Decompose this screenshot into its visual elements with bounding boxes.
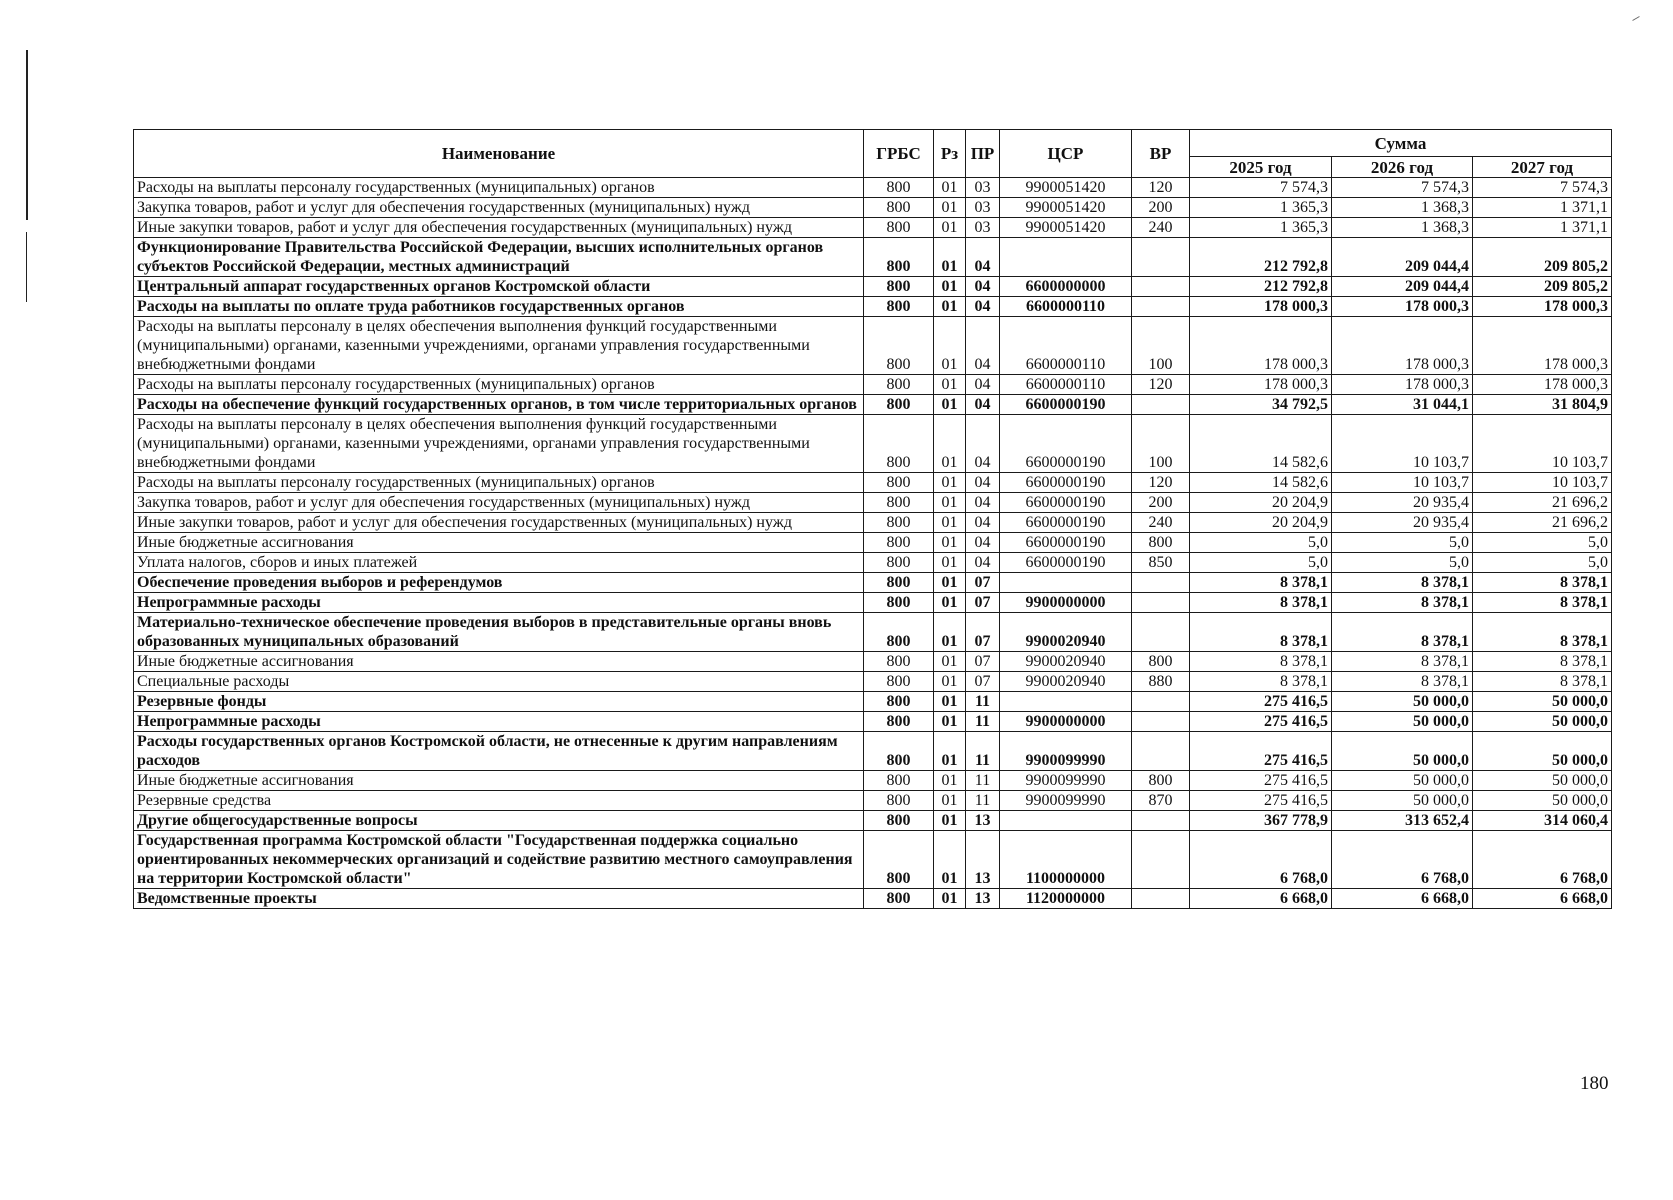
cell-pr: 07 bbox=[966, 613, 1000, 652]
cell-name: Ведомственные проекты bbox=[134, 889, 864, 909]
cell-name: Закупка товаров, работ и услуг для обеспечения государственных (муниципальных) нужд bbox=[134, 493, 864, 513]
cell-2027: 209 805,2 bbox=[1473, 238, 1612, 277]
cell-2026: 313 652,4 bbox=[1332, 811, 1473, 831]
table-row bbox=[134, 889, 1612, 909]
cell-rz: 01 bbox=[934, 473, 966, 493]
cell-2025: 5,0 bbox=[1190, 533, 1332, 553]
table-row bbox=[134, 771, 1612, 791]
cell-pr: 04 bbox=[966, 533, 1000, 553]
cell-2025: 7 574,3 bbox=[1190, 178, 1332, 198]
cell-vr bbox=[1132, 889, 1190, 909]
cell-name: Другие общегосударственные вопросы bbox=[134, 811, 864, 831]
cell-2025: 178 000,3 bbox=[1190, 375, 1332, 395]
cell-2026: 50 000,0 bbox=[1332, 692, 1473, 712]
cell-2026: 50 000,0 bbox=[1332, 712, 1473, 732]
cell-csr: 9900099990 bbox=[1000, 732, 1132, 771]
table-row bbox=[134, 672, 1612, 692]
cell-name: Иные закупки товаров, работ и услуг для обеспечения государственных (муниципальных) нужд bbox=[134, 218, 864, 238]
cell-csr bbox=[1000, 573, 1132, 593]
cell-csr: 9900051420 bbox=[1000, 178, 1132, 198]
table-row bbox=[134, 297, 1612, 317]
cell-2025: 212 792,8 bbox=[1190, 277, 1332, 297]
table-row bbox=[134, 811, 1612, 831]
cell-2027: 8 378,1 bbox=[1473, 652, 1612, 672]
cell-rz: 01 bbox=[934, 652, 966, 672]
table-row bbox=[134, 573, 1612, 593]
cell-grbs: 800 bbox=[864, 317, 934, 375]
cell-2025: 8 378,1 bbox=[1190, 593, 1332, 613]
cell-grbs: 800 bbox=[864, 473, 934, 493]
cell-vr: 800 bbox=[1132, 533, 1190, 553]
cell-pr: 11 bbox=[966, 791, 1000, 811]
cell-pr: 13 bbox=[966, 831, 1000, 889]
cell-2027: 10 103,7 bbox=[1473, 473, 1612, 493]
cell-2027: 209 805,2 bbox=[1473, 277, 1612, 297]
cell-2026: 1 368,3 bbox=[1332, 198, 1473, 218]
cell-2026: 31 044,1 bbox=[1332, 395, 1473, 415]
cell-name: Иные бюджетные ассигнования bbox=[134, 533, 864, 553]
cell-2027: 31 804,9 bbox=[1473, 395, 1612, 415]
cell-grbs: 800 bbox=[864, 831, 934, 889]
cell-rz: 01 bbox=[934, 395, 966, 415]
cell-2027: 1 371,1 bbox=[1473, 198, 1612, 218]
cell-grbs: 800 bbox=[864, 513, 934, 533]
cell-csr: 1120000000 bbox=[1000, 889, 1132, 909]
cell-vr bbox=[1132, 732, 1190, 771]
cell-csr: 6600000190 bbox=[1000, 533, 1132, 553]
cell-vr bbox=[1132, 593, 1190, 613]
cell-2027: 21 696,2 bbox=[1473, 493, 1612, 513]
cell-name: Резервные фонды bbox=[134, 692, 864, 712]
table-row bbox=[134, 553, 1612, 573]
header-sum: Сумма bbox=[1190, 130, 1612, 157]
cell-pr: 11 bbox=[966, 712, 1000, 732]
cell-pr: 04 bbox=[966, 513, 1000, 533]
cell-vr: 100 bbox=[1132, 415, 1190, 473]
cell-pr: 11 bbox=[966, 692, 1000, 712]
page-number: 180 bbox=[1580, 1073, 1609, 1094]
cell-2026: 7 574,3 bbox=[1332, 178, 1473, 198]
cell-pr: 04 bbox=[966, 553, 1000, 573]
table-row bbox=[134, 415, 1612, 473]
cell-grbs: 800 bbox=[864, 375, 934, 395]
table-row bbox=[134, 831, 1612, 889]
cell-rz: 01 bbox=[934, 218, 966, 238]
cell-pr: 03 bbox=[966, 198, 1000, 218]
cell-grbs: 800 bbox=[864, 218, 934, 238]
cell-2025: 275 416,5 bbox=[1190, 732, 1332, 771]
cell-vr bbox=[1132, 811, 1190, 831]
cell-2025: 1 365,3 bbox=[1190, 218, 1332, 238]
cell-grbs: 800 bbox=[864, 553, 934, 573]
cell-2025: 6 768,0 bbox=[1190, 831, 1332, 889]
cell-2026: 8 378,1 bbox=[1332, 652, 1473, 672]
cell-pr: 04 bbox=[966, 317, 1000, 375]
header-vr: ВР bbox=[1132, 130, 1190, 178]
cell-2025: 8 378,1 bbox=[1190, 672, 1332, 692]
cell-csr: 6600000110 bbox=[1000, 375, 1132, 395]
cell-2025: 178 000,3 bbox=[1190, 297, 1332, 317]
cell-name: Непрограммные расходы bbox=[134, 712, 864, 732]
cell-pr: 13 bbox=[966, 889, 1000, 909]
cell-2027: 8 378,1 bbox=[1473, 593, 1612, 613]
cell-2026: 8 378,1 bbox=[1332, 613, 1473, 652]
cell-pr: 04 bbox=[966, 395, 1000, 415]
cell-2026: 209 044,4 bbox=[1332, 277, 1473, 297]
cell-name: Расходы на выплаты персоналу государственных (муниципальных) органов bbox=[134, 178, 864, 198]
cell-2025: 367 778,9 bbox=[1190, 811, 1332, 831]
table-row bbox=[134, 791, 1612, 811]
cell-2026: 20 935,4 bbox=[1332, 513, 1473, 533]
cell-name: Расходы на выплаты персоналу государственных (муниципальных) органов bbox=[134, 375, 864, 395]
table-row bbox=[134, 652, 1612, 672]
cell-2025: 14 582,6 bbox=[1190, 415, 1332, 473]
header-rz: Рз bbox=[934, 130, 966, 178]
cell-rz: 01 bbox=[934, 493, 966, 513]
cell-2026: 8 378,1 bbox=[1332, 672, 1473, 692]
cell-pr: 07 bbox=[966, 573, 1000, 593]
cell-rz: 01 bbox=[934, 831, 966, 889]
cell-pr: 04 bbox=[966, 277, 1000, 297]
cell-2027: 21 696,2 bbox=[1473, 513, 1612, 533]
cell-rz: 01 bbox=[934, 375, 966, 395]
cell-grbs: 800 bbox=[864, 771, 934, 791]
cell-name: Уплата налогов, сборов и иных платежей bbox=[134, 553, 864, 573]
header-grbs: ГРБС bbox=[864, 130, 934, 178]
cell-2026: 10 103,7 bbox=[1332, 415, 1473, 473]
table-row bbox=[134, 317, 1612, 375]
cell-grbs: 800 bbox=[864, 672, 934, 692]
cell-grbs: 800 bbox=[864, 573, 934, 593]
table-row bbox=[134, 712, 1612, 732]
cell-2025: 14 582,6 bbox=[1190, 473, 1332, 493]
table-row bbox=[134, 198, 1612, 218]
cell-pr: 03 bbox=[966, 178, 1000, 198]
cell-vr: 800 bbox=[1132, 652, 1190, 672]
cell-2026: 5,0 bbox=[1332, 553, 1473, 573]
cell-csr: 6600000190 bbox=[1000, 513, 1132, 533]
cell-2027: 50 000,0 bbox=[1473, 732, 1612, 771]
cell-name: Центральный аппарат государственных органов Костромской области bbox=[134, 277, 864, 297]
scan-margin-line bbox=[26, 232, 27, 302]
cell-2026: 6 668,0 bbox=[1332, 889, 1473, 909]
cell-rz: 01 bbox=[934, 415, 966, 473]
cell-2026: 8 378,1 bbox=[1332, 573, 1473, 593]
cell-pr: 04 bbox=[966, 473, 1000, 493]
cell-name: Расходы на выплаты по оплате труда работников государственных органов bbox=[134, 297, 864, 317]
cell-vr bbox=[1132, 395, 1190, 415]
cell-name: Функционирование Правительства Российской Федерации, высших исполнительных органов субъектов Российской Федерации, местных администраций bbox=[134, 238, 864, 277]
cell-grbs: 800 bbox=[864, 238, 934, 277]
cell-name: Расходы государственных органов Костромской области, не отнесенные к другим направлениям расходов bbox=[134, 732, 864, 771]
cell-csr: 9900020940 bbox=[1000, 613, 1132, 652]
cell-rz: 01 bbox=[934, 613, 966, 652]
header-csr: ЦСР bbox=[1000, 130, 1132, 178]
cell-rz: 01 bbox=[934, 771, 966, 791]
cell-2026: 10 103,7 bbox=[1332, 473, 1473, 493]
cell-grbs: 800 bbox=[864, 613, 934, 652]
cell-vr: 880 bbox=[1132, 672, 1190, 692]
cell-rz: 01 bbox=[934, 317, 966, 375]
cell-pr: 04 bbox=[966, 375, 1000, 395]
cell-2025: 5,0 bbox=[1190, 553, 1332, 573]
cell-2027: 314 060,4 bbox=[1473, 811, 1612, 831]
cell-grbs: 800 bbox=[864, 395, 934, 415]
table-row bbox=[134, 277, 1612, 297]
cell-grbs: 800 bbox=[864, 692, 934, 712]
cell-pr: 07 bbox=[966, 672, 1000, 692]
cell-2027: 6 668,0 bbox=[1473, 889, 1612, 909]
table-row bbox=[134, 493, 1612, 513]
cell-vr: 800 bbox=[1132, 771, 1190, 791]
cell-grbs: 800 bbox=[864, 732, 934, 771]
cell-2027: 5,0 bbox=[1473, 553, 1612, 573]
table-row bbox=[134, 732, 1612, 771]
table-row bbox=[134, 238, 1612, 277]
cell-csr: 9900051420 bbox=[1000, 218, 1132, 238]
cell-2026: 178 000,3 bbox=[1332, 375, 1473, 395]
cell-vr: 120 bbox=[1132, 473, 1190, 493]
cell-rz: 01 bbox=[934, 178, 966, 198]
cell-2025: 275 416,5 bbox=[1190, 712, 1332, 732]
cell-rz: 01 bbox=[934, 513, 966, 533]
cell-rz: 01 bbox=[934, 732, 966, 771]
cell-vr: 200 bbox=[1132, 198, 1190, 218]
cell-csr bbox=[1000, 692, 1132, 712]
table-row bbox=[134, 395, 1612, 415]
cell-rz: 01 bbox=[934, 712, 966, 732]
cell-vr: 200 bbox=[1132, 493, 1190, 513]
cell-vr bbox=[1132, 613, 1190, 652]
cell-2025: 212 792,8 bbox=[1190, 238, 1332, 277]
cell-name: Расходы на выплаты персоналу государственных (муниципальных) органов bbox=[134, 473, 864, 493]
cell-csr: 6600000000 bbox=[1000, 277, 1132, 297]
cell-name: Расходы на выплаты персоналу в целях обеспечения выполнения функций государственными (муниципальными) органами, казенными учреждениями, органами управления государственными внебюджетными фондами bbox=[134, 317, 864, 375]
cell-rz: 01 bbox=[934, 889, 966, 909]
table-row bbox=[134, 692, 1612, 712]
cell-grbs: 800 bbox=[864, 791, 934, 811]
cell-csr: 9900020940 bbox=[1000, 652, 1132, 672]
cell-2025: 34 792,5 bbox=[1190, 395, 1332, 415]
cell-name: Государственная программа Костромской области "Государственная поддержка социально ориентированных некоммерческих организаций и содействие развитию местного самоуправления на территории Костромской области" bbox=[134, 831, 864, 889]
cell-grbs: 800 bbox=[864, 415, 934, 473]
cell-2026: 1 368,3 bbox=[1332, 218, 1473, 238]
cell-pr: 04 bbox=[966, 493, 1000, 513]
cell-rz: 01 bbox=[934, 238, 966, 277]
cell-vr: 100 bbox=[1132, 317, 1190, 375]
cell-2027: 8 378,1 bbox=[1473, 672, 1612, 692]
cell-2025: 8 378,1 bbox=[1190, 652, 1332, 672]
cell-rz: 01 bbox=[934, 573, 966, 593]
table-row bbox=[134, 513, 1612, 533]
cell-2025: 8 378,1 bbox=[1190, 613, 1332, 652]
cell-pr: 04 bbox=[966, 238, 1000, 277]
header-year-2025: 2025 год bbox=[1190, 157, 1332, 178]
cell-pr: 04 bbox=[966, 297, 1000, 317]
cell-grbs: 800 bbox=[864, 593, 934, 613]
cell-2026: 8 378,1 bbox=[1332, 593, 1473, 613]
table-row bbox=[134, 178, 1612, 198]
cell-grbs: 800 bbox=[864, 297, 934, 317]
cell-2026: 50 000,0 bbox=[1332, 732, 1473, 771]
cell-csr bbox=[1000, 238, 1132, 277]
cell-csr: 6600000190 bbox=[1000, 493, 1132, 513]
cell-grbs: 800 bbox=[864, 652, 934, 672]
cell-2027: 178 000,3 bbox=[1473, 375, 1612, 395]
cell-csr: 9900000000 bbox=[1000, 593, 1132, 613]
cell-vr bbox=[1132, 831, 1190, 889]
cell-name: Иные бюджетные ассигнования bbox=[134, 652, 864, 672]
cell-vr: 120 bbox=[1132, 375, 1190, 395]
header-name: Наименование bbox=[134, 130, 864, 178]
cell-csr: 9900051420 bbox=[1000, 198, 1132, 218]
cell-csr: 9900000000 bbox=[1000, 712, 1132, 732]
cell-2027: 178 000,3 bbox=[1473, 297, 1612, 317]
cell-2026: 50 000,0 bbox=[1332, 791, 1473, 811]
budget-table bbox=[133, 129, 1612, 909]
cell-2025: 8 378,1 bbox=[1190, 573, 1332, 593]
cell-csr: 6600000190 bbox=[1000, 553, 1132, 573]
cell-name: Иные бюджетные ассигнования bbox=[134, 771, 864, 791]
cell-csr: 6600000190 bbox=[1000, 395, 1132, 415]
cell-csr: 6600000110 bbox=[1000, 317, 1132, 375]
cell-vr: 240 bbox=[1132, 513, 1190, 533]
scan-corner-mark bbox=[1632, 16, 1639, 21]
cell-name: Закупка товаров, работ и услуг для обеспечения государственных (муниципальных) нужд bbox=[134, 198, 864, 218]
cell-name: Иные закупки товаров, работ и услуг для обеспечения государственных (муниципальных) нужд bbox=[134, 513, 864, 533]
cell-pr: 13 bbox=[966, 811, 1000, 831]
cell-rz: 01 bbox=[934, 297, 966, 317]
table-row bbox=[134, 473, 1612, 493]
cell-2025: 20 204,9 bbox=[1190, 493, 1332, 513]
cell-2027: 7 574,3 bbox=[1473, 178, 1612, 198]
cell-rz: 01 bbox=[934, 198, 966, 218]
cell-rz: 01 bbox=[934, 692, 966, 712]
cell-rz: 01 bbox=[934, 533, 966, 553]
cell-csr: 6600000110 bbox=[1000, 297, 1132, 317]
header-year-2026: 2026 год bbox=[1332, 157, 1473, 178]
cell-2025: 178 000,3 bbox=[1190, 317, 1332, 375]
cell-csr: 9900020940 bbox=[1000, 672, 1132, 692]
cell-csr: 9900099990 bbox=[1000, 791, 1132, 811]
cell-2026: 178 000,3 bbox=[1332, 317, 1473, 375]
cell-name: Специальные расходы bbox=[134, 672, 864, 692]
table-row bbox=[134, 375, 1612, 395]
cell-csr: 6600000190 bbox=[1000, 473, 1132, 493]
cell-2025: 1 365,3 bbox=[1190, 198, 1332, 218]
table-row bbox=[134, 533, 1612, 553]
cell-grbs: 800 bbox=[864, 178, 934, 198]
cell-pr: 07 bbox=[966, 652, 1000, 672]
cell-grbs: 800 bbox=[864, 712, 934, 732]
cell-name: Расходы на обеспечение функций государственных органов, в том числе территориальных органов bbox=[134, 395, 864, 415]
cell-vr bbox=[1132, 573, 1190, 593]
cell-2025: 275 416,5 bbox=[1190, 771, 1332, 791]
cell-grbs: 800 bbox=[864, 493, 934, 513]
header-pr: ПР bbox=[966, 130, 1000, 178]
header-year-2027: 2027 год bbox=[1473, 157, 1612, 178]
cell-rz: 01 bbox=[934, 672, 966, 692]
cell-2027: 50 000,0 bbox=[1473, 771, 1612, 791]
table-row bbox=[134, 218, 1612, 238]
cell-pr: 11 bbox=[966, 732, 1000, 771]
cell-2026: 209 044,4 bbox=[1332, 238, 1473, 277]
cell-pr: 03 bbox=[966, 218, 1000, 238]
cell-name: Материально-техническое обеспечение проведения выборов в представительные органы вновь образованных муниципальных образований bbox=[134, 613, 864, 652]
cell-name: Обеспечение проведения выборов и референдумов bbox=[134, 573, 864, 593]
scan-margin-line bbox=[26, 50, 28, 220]
cell-2026: 6 768,0 bbox=[1332, 831, 1473, 889]
cell-rz: 01 bbox=[934, 791, 966, 811]
cell-rz: 01 bbox=[934, 811, 966, 831]
cell-csr bbox=[1000, 811, 1132, 831]
cell-vr: 850 bbox=[1132, 553, 1190, 573]
cell-grbs: 800 bbox=[864, 277, 934, 297]
cell-2026: 5,0 bbox=[1332, 533, 1473, 553]
table-body bbox=[134, 178, 1612, 909]
cell-vr: 120 bbox=[1132, 178, 1190, 198]
cell-name: Резервные средства bbox=[134, 791, 864, 811]
cell-2027: 5,0 bbox=[1473, 533, 1612, 553]
cell-2026: 50 000,0 bbox=[1332, 771, 1473, 791]
cell-pr: 04 bbox=[966, 415, 1000, 473]
cell-vr bbox=[1132, 297, 1190, 317]
cell-2025: 275 416,5 bbox=[1190, 791, 1332, 811]
cell-grbs: 800 bbox=[864, 889, 934, 909]
cell-vr bbox=[1132, 712, 1190, 732]
table-row bbox=[134, 613, 1612, 652]
cell-name: Расходы на выплаты персоналу в целях обеспечения выполнения функций государственными (муниципальными) органами, казенными учреждениями, органами управления государственными внебюджетными фондами bbox=[134, 415, 864, 473]
cell-grbs: 800 bbox=[864, 198, 934, 218]
cell-2025: 6 668,0 bbox=[1190, 889, 1332, 909]
cell-vr: 240 bbox=[1132, 218, 1190, 238]
cell-name: Непрограммные расходы bbox=[134, 593, 864, 613]
cell-csr: 9900099990 bbox=[1000, 771, 1132, 791]
cell-csr: 1100000000 bbox=[1000, 831, 1132, 889]
cell-2026: 20 935,4 bbox=[1332, 493, 1473, 513]
cell-vr bbox=[1132, 692, 1190, 712]
cell-2027: 1 371,1 bbox=[1473, 218, 1612, 238]
cell-rz: 01 bbox=[934, 593, 966, 613]
table-row bbox=[134, 593, 1612, 613]
cell-2027: 8 378,1 bbox=[1473, 573, 1612, 593]
cell-2027: 50 000,0 bbox=[1473, 692, 1612, 712]
cell-2027: 8 378,1 bbox=[1473, 613, 1612, 652]
cell-2026: 178 000,3 bbox=[1332, 297, 1473, 317]
cell-2025: 20 204,9 bbox=[1190, 513, 1332, 533]
cell-csr: 6600000190 bbox=[1000, 415, 1132, 473]
cell-rz: 01 bbox=[934, 553, 966, 573]
cell-vr bbox=[1132, 277, 1190, 297]
cell-rz: 01 bbox=[934, 277, 966, 297]
cell-pr: 11 bbox=[966, 771, 1000, 791]
cell-2027: 50 000,0 bbox=[1473, 712, 1612, 732]
table-header bbox=[134, 130, 1612, 178]
cell-2027: 6 768,0 bbox=[1473, 831, 1612, 889]
cell-2025: 275 416,5 bbox=[1190, 692, 1332, 712]
cell-pr: 07 bbox=[966, 593, 1000, 613]
cell-2027: 178 000,3 bbox=[1473, 317, 1612, 375]
cell-grbs: 800 bbox=[864, 533, 934, 553]
cell-vr: 870 bbox=[1132, 791, 1190, 811]
cell-2027: 50 000,0 bbox=[1473, 791, 1612, 811]
cell-vr bbox=[1132, 238, 1190, 277]
cell-grbs: 800 bbox=[864, 811, 934, 831]
cell-2027: 10 103,7 bbox=[1473, 415, 1612, 473]
